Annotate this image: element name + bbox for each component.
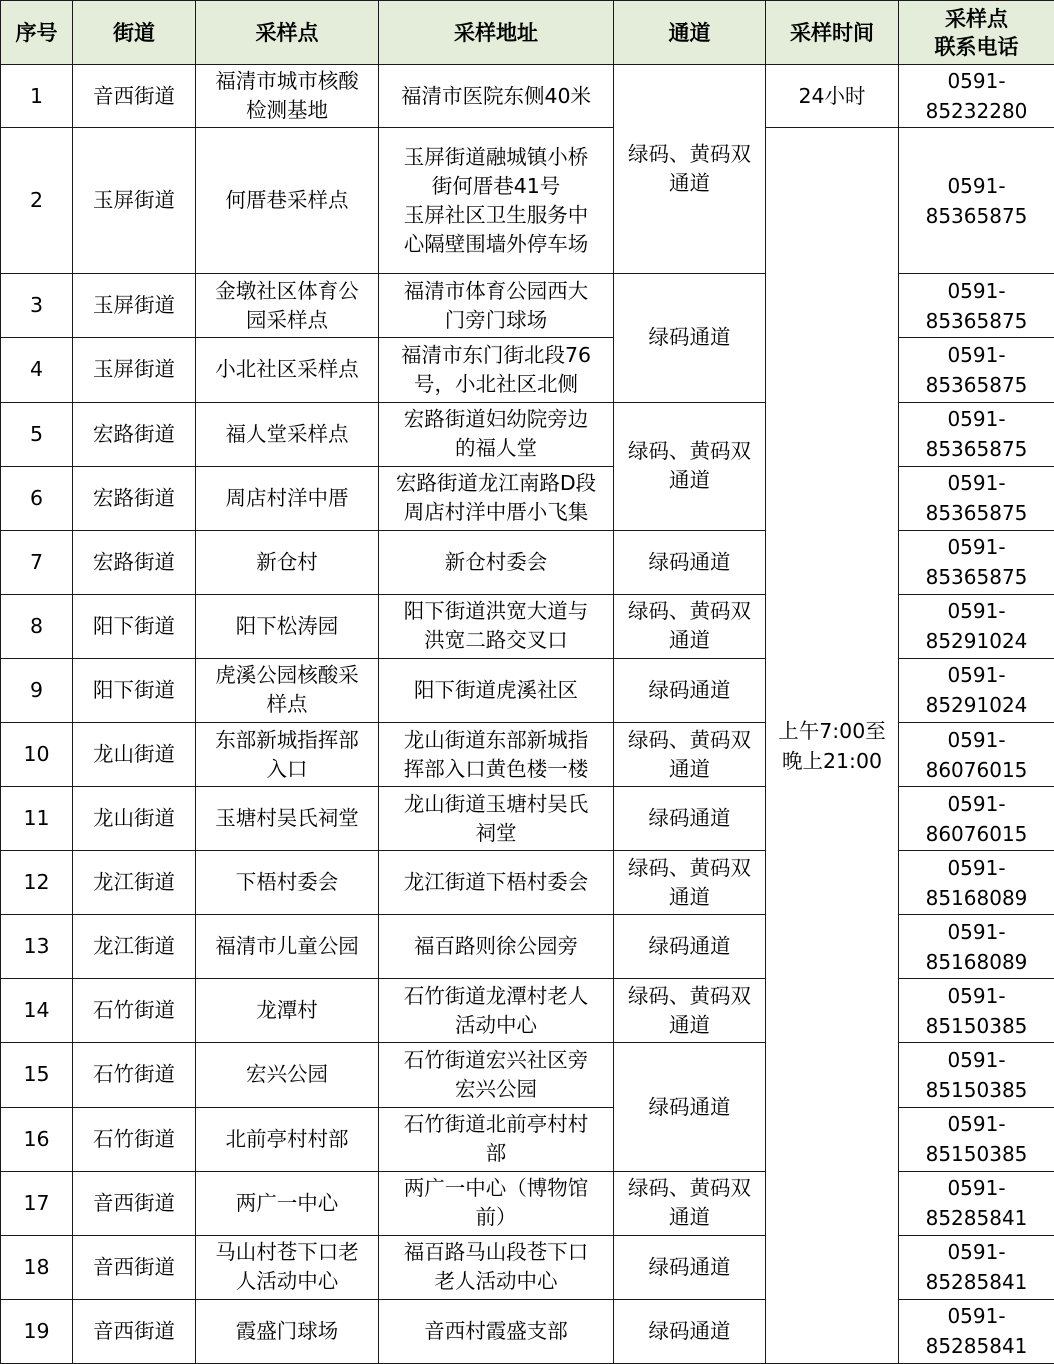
cell-site: 小北社区采样点 bbox=[196, 338, 379, 402]
cell-address: 龙山街道玉塘村吴氏 祠堂 bbox=[379, 787, 614, 851]
cell-site: 新仓村 bbox=[196, 530, 379, 594]
cell-phone: 0591- 85150385 bbox=[899, 979, 1054, 1043]
header-index: 序号 bbox=[1, 1, 73, 65]
cell-channel: 绿码通道 bbox=[614, 1235, 766, 1299]
cell-address: 新仓村委会 bbox=[379, 530, 614, 594]
header-time: 采样时间 bbox=[766, 1, 899, 65]
cell-index: 1 bbox=[1, 65, 73, 128]
cell-address: 福百路马山段苍下口 老人活动中心 bbox=[379, 1235, 614, 1299]
cell-address: 龙江街道下梧村委会 bbox=[379, 851, 614, 915]
cell-channel: 绿码通道 bbox=[614, 915, 766, 979]
cell-site: 周店村洋中厝 bbox=[196, 466, 379, 530]
cell-channel: 绿码通道 bbox=[614, 530, 766, 594]
cell-phone: 0591- 85365875 bbox=[899, 274, 1054, 338]
cell-address: 福清市体育公园西大 门旁门球场 bbox=[379, 274, 614, 338]
cell-address: 福清市医院东侧40米 bbox=[379, 65, 614, 128]
header-street: 街道 bbox=[73, 1, 196, 65]
cell-address: 阳下街道洪宽大道与 洪宽二路交叉口 bbox=[379, 594, 614, 658]
cell-site: 宏兴公园 bbox=[196, 1043, 379, 1107]
cell-channel: 绿码、黄码双 通道 bbox=[614, 65, 766, 274]
table-row bbox=[1, 128, 1054, 274]
cell-index: 16 bbox=[1, 1107, 73, 1171]
cell-index: 18 bbox=[1, 1235, 73, 1299]
cell-index: 5 bbox=[1, 402, 73, 466]
cell-channel: 绿码通道 bbox=[614, 1043, 766, 1171]
cell-address: 福百路则徐公园旁 bbox=[379, 915, 614, 979]
cell-site: 虎溪公园核酸采 样点 bbox=[196, 658, 379, 722]
cell-phone: 0591- 86076015 bbox=[899, 722, 1054, 786]
cell-street: 龙江街道 bbox=[73, 851, 196, 915]
cell-index: 19 bbox=[1, 1299, 73, 1363]
cell-phone: 0591- 85291024 bbox=[899, 594, 1054, 658]
cell-channel: 绿码、黄码双 通道 bbox=[614, 979, 766, 1043]
cell-channel: 绿码通道 bbox=[614, 1299, 766, 1363]
cell-address: 石竹街道北前亭村村 部 bbox=[379, 1107, 614, 1171]
cell-index: 8 bbox=[1, 594, 73, 658]
cell-site: 下梧村委会 bbox=[196, 851, 379, 915]
cell-channel: 绿码通道 bbox=[614, 658, 766, 722]
cell-phone: 0591- 85291024 bbox=[899, 658, 1054, 722]
cell-phone: 0591- 85365875 bbox=[899, 128, 1054, 274]
cell-street: 龙江街道 bbox=[73, 915, 196, 979]
cell-phone: 0591- 85232280 bbox=[899, 65, 1054, 128]
cell-street: 音西街道 bbox=[73, 1299, 196, 1363]
cell-site: 金墩社区体育公 园采样点 bbox=[196, 274, 379, 338]
cell-street: 音西街道 bbox=[73, 65, 196, 128]
cell-address: 两广一中心（博物馆 前） bbox=[379, 1171, 614, 1235]
cell-street: 玉屏街道 bbox=[73, 128, 196, 274]
cell-street: 龙山街道 bbox=[73, 722, 196, 786]
cell-index: 17 bbox=[1, 1171, 73, 1235]
cell-phone: 0591- 85168089 bbox=[899, 851, 1054, 915]
cell-index: 14 bbox=[1, 979, 73, 1043]
cell-address: 宏路街道龙江南路D段 周店村洋中厝小飞集 bbox=[379, 466, 614, 530]
cell-street: 阳下街道 bbox=[73, 594, 196, 658]
cell-site: 何厝巷采样点 bbox=[196, 128, 379, 274]
cell-index: 7 bbox=[1, 530, 73, 594]
cell-address: 龙山街道东部新城指 挥部入口黄色楼一楼 bbox=[379, 722, 614, 786]
cell-street: 宏路街道 bbox=[73, 402, 196, 466]
cell-channel: 绿码通道 bbox=[614, 787, 766, 851]
cell-phone: 0591- 85365875 bbox=[899, 466, 1054, 530]
cell-site: 龙潭村 bbox=[196, 979, 379, 1043]
cell-phone: 0591- 85285841 bbox=[899, 1299, 1054, 1363]
cell-site: 两广一中心 bbox=[196, 1171, 379, 1235]
cell-channel: 绿码、黄码双 通道 bbox=[614, 722, 766, 786]
cell-channel: 绿码通道 bbox=[614, 274, 766, 402]
cell-index: 11 bbox=[1, 787, 73, 851]
cell-index: 15 bbox=[1, 1043, 73, 1107]
cell-street: 石竹街道 bbox=[73, 1043, 196, 1107]
cell-time: 上午7:00至 晚上21:00 bbox=[766, 128, 899, 1364]
cell-street: 宏路街道 bbox=[73, 466, 196, 530]
cell-site: 东部新城指挥部 入口 bbox=[196, 722, 379, 786]
cell-street: 石竹街道 bbox=[73, 979, 196, 1043]
header-channel: 通道 bbox=[614, 1, 766, 65]
cell-street: 玉屏街道 bbox=[73, 274, 196, 338]
cell-address: 宏路街道妇幼院旁边 的福人堂 bbox=[379, 402, 614, 466]
cell-street: 音西街道 bbox=[73, 1235, 196, 1299]
cell-channel: 绿码、黄码双 通道 bbox=[614, 402, 766, 530]
cell-index: 12 bbox=[1, 851, 73, 915]
cell-phone: 0591- 85365875 bbox=[899, 338, 1054, 402]
cell-site: 阳下松涛园 bbox=[196, 594, 379, 658]
cell-phone: 0591- 85365875 bbox=[899, 530, 1054, 594]
cell-index: 9 bbox=[1, 658, 73, 722]
cell-street: 石竹街道 bbox=[73, 1107, 196, 1171]
cell-phone: 0591- 85365875 bbox=[899, 402, 1054, 466]
cell-phone: 0591- 85150385 bbox=[899, 1107, 1054, 1171]
cell-site: 马山村苍下口老 人活动中心 bbox=[196, 1235, 379, 1299]
cell-address: 阳下街道虎溪社区 bbox=[379, 658, 614, 722]
cell-phone: 0591- 85168089 bbox=[899, 915, 1054, 979]
cell-index: 10 bbox=[1, 722, 73, 786]
cell-phone: 0591- 85285841 bbox=[899, 1171, 1054, 1235]
header-phone: 采样点 联系电话 bbox=[899, 1, 1054, 65]
cell-phone: 0591- 85150385 bbox=[899, 1043, 1054, 1107]
table-row bbox=[1, 65, 1054, 128]
cell-site: 玉塘村吴氏祠堂 bbox=[196, 787, 379, 851]
cell-index: 2 bbox=[1, 128, 73, 274]
cell-site: 福清市儿童公园 bbox=[196, 915, 379, 979]
cell-address: 石竹街道龙潭村老人 活动中心 bbox=[379, 979, 614, 1043]
cell-address: 玉屏街道融城镇小桥 街何厝巷41号 玉屏社区卫生服务中 心隔壁围墙外停车场 bbox=[379, 128, 614, 274]
cell-site: 福清市城市核酸 检测基地 bbox=[196, 65, 379, 128]
cell-phone: 0591- 85285841 bbox=[899, 1235, 1054, 1299]
cell-index: 3 bbox=[1, 274, 73, 338]
table-header-row bbox=[1, 1, 1054, 65]
cell-index: 13 bbox=[1, 915, 73, 979]
cell-address: 音西村霞盛支部 bbox=[379, 1299, 614, 1363]
cell-index: 6 bbox=[1, 466, 73, 530]
cell-channel: 绿码、黄码双 通道 bbox=[614, 594, 766, 658]
header-site: 采样点 bbox=[196, 1, 379, 65]
cell-site: 霞盛门球场 bbox=[196, 1299, 379, 1363]
cell-site: 北前亭村村部 bbox=[196, 1107, 379, 1171]
cell-street: 龙山街道 bbox=[73, 787, 196, 851]
cell-street: 玉屏街道 bbox=[73, 338, 196, 402]
cell-index: 4 bbox=[1, 338, 73, 402]
header-address: 采样地址 bbox=[379, 1, 614, 65]
cell-street: 宏路街道 bbox=[73, 530, 196, 594]
cell-address: 福清市东门街北段76 号，小北社区北侧 bbox=[379, 338, 614, 402]
cell-channel: 绿码、黄码双 通道 bbox=[614, 1171, 766, 1235]
cell-time: 24小时 bbox=[766, 65, 899, 128]
cell-address: 石竹街道宏兴社区旁 宏兴公园 bbox=[379, 1043, 614, 1107]
cell-site: 福人堂采样点 bbox=[196, 402, 379, 466]
cell-channel: 绿码、黄码双 通道 bbox=[614, 851, 766, 915]
cell-street: 阳下街道 bbox=[73, 658, 196, 722]
cell-street: 音西街道 bbox=[73, 1171, 196, 1235]
cell-phone: 0591- 86076015 bbox=[899, 787, 1054, 851]
